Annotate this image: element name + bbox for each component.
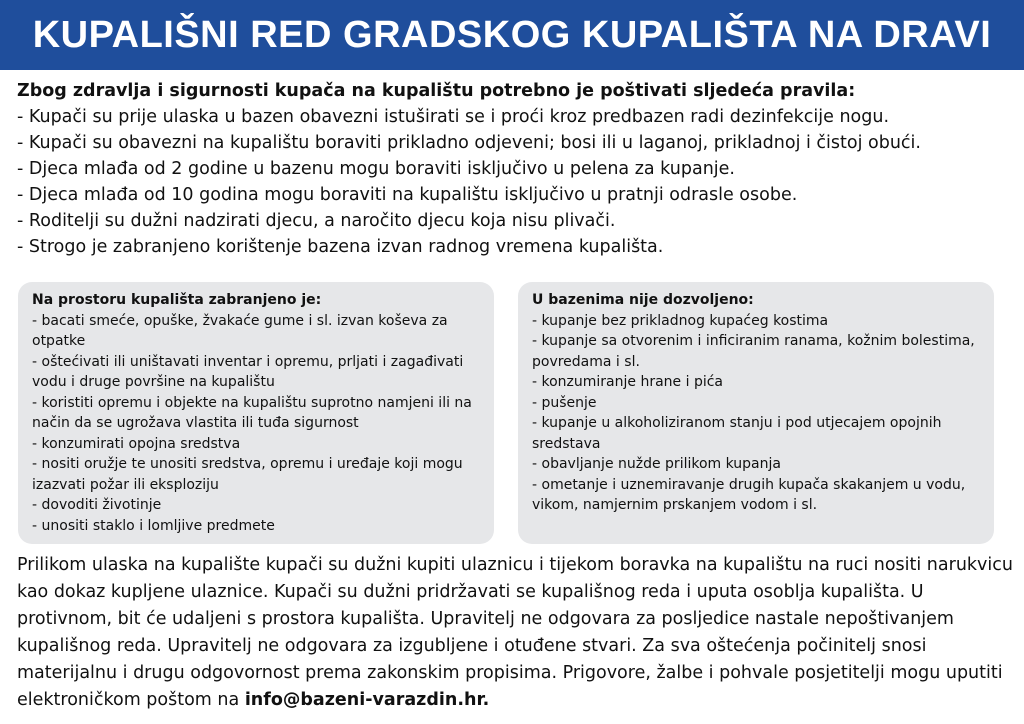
not-allowed-list: [532, 311, 980, 516]
contact-email[interactable]: info@bazeni-varazdin.hr.: [244, 690, 490, 710]
rule-item: - Djeca mlađa od 10 godina mogu boraviti na kupalištu isključivo u pratnji odrasle osobe.: [17, 185, 798, 205]
list-item: - unositi staklo i lomljive predmete: [32, 517, 275, 534]
list-item: - konzumirati opojna sredstva: [32, 435, 241, 452]
rule-item: - Kupači su obavezni na kupalištu boraviti prikladno odjeveni; bosi ili u laganoj, prikladnoj i čistoj obući.: [17, 133, 921, 153]
box-title: U bazenima nije dozvoljeno:: [532, 292, 754, 308]
rules-list: [17, 104, 1012, 260]
page-title: KUPALIŠNI RED GRADSKOG KUPALIŠTA NA DRAVI: [32, 13, 992, 56]
list-item: - pušenje: [532, 394, 597, 411]
rule-item: - Roditelji su dužni nadzirati djecu, a naročito djecu koja nisu plivači.: [17, 211, 616, 231]
list-item: - obavljanje nužde prilikom kupanja: [532, 456, 781, 472]
list-item: - ometanje i uznemiravanje drugih kupača skakanjem u vodu, vikom, namjernim prskanjem vodom i sl.: [532, 476, 966, 513]
list-item: - oštećivati ili uništavati inventar i opremu, prljati i zagađivati vodu i druge površine na kupalištu: [32, 353, 464, 390]
not-allowed-in-pools-box: [518, 282, 994, 544]
list-item: - kupanje sa otvorenim i inficiranim ranama, kožnim bolestima, povredama i sl.: [532, 333, 975, 370]
closing-paragraph: [17, 552, 1017, 714]
rule-item: - Strogo je zabranjeno korištenje bazena izvan radnog vremena kupališta.: [17, 237, 664, 257]
intro-lead: Zbog zdravlja i sigurnosti kupača na kupalištu potrebno je poštivati sljedeća pravila:: [17, 81, 856, 101]
rule-item: - Kupači su prije ulaska u bazen obavezni istuširati se i proći kroz predbazen radi dezinfekcije nogu.: [17, 107, 890, 127]
list-item: - konzumiranje hrane i pića: [532, 374, 723, 390]
list-item: - dovoditi životinje: [32, 497, 162, 513]
list-item: - nositi oružje te unositi sredstva, opremu i uređaje koji mogu izazvati požar ili eksploziju: [32, 456, 463, 493]
prohibited-list: [32, 311, 480, 537]
rule-item: - Djeca mlađa od 2 godine u bazenu mogu boraviti isključivo u pelena za kupanje.: [17, 159, 735, 179]
list-item: - kupanje bez prikladnog kupaćeg kostima: [532, 312, 829, 329]
list-item: - bacati smeće, opuške, žvakaće gume i sl. izvan koševa za otpatke: [32, 312, 448, 349]
list-item: - kupanje u alkoholiziranom stanju i pod utjecajem opojnih sredstava: [532, 415, 942, 452]
list-item: - koristiti opremu i objekte na kupalištu suprotno namjeni ili na način da se ugrožava vlastita ili tuđa sigurnost: [32, 394, 472, 431]
closing-text: Prilikom ulaska na kupalište kupači su dužni kupiti ulaznicu i tijekom boravka na kupalištu na ruci nositi narukvicu kao dokaz kupljene ulaznice. Kupači su dužni pridržavati se kupališnog reda i uputa osoblja kupališta. U protivnom, bit će udaljeni s prostora kupališta. Upravitelj ne odgovara za posljedice nastale nepoštivanjem kupališnog reda. Upravitelj ne odgovara za izgubljene i otuđene stvari. Za sva oštećenja počinitelj snosi materijalnu i drugu odgovornost prema zakonskim propisima. Prigovore, žalbe i pohvale posjetitelji mogu uputiti elektroničkom poštom na: [17, 555, 1013, 710]
box-title: Na prostoru kupališta zabranjeno je:: [32, 292, 322, 308]
header-banner: [0, 0, 1024, 70]
prohibited-on-premises-box: [18, 282, 494, 544]
intro-section: [17, 78, 1012, 260]
